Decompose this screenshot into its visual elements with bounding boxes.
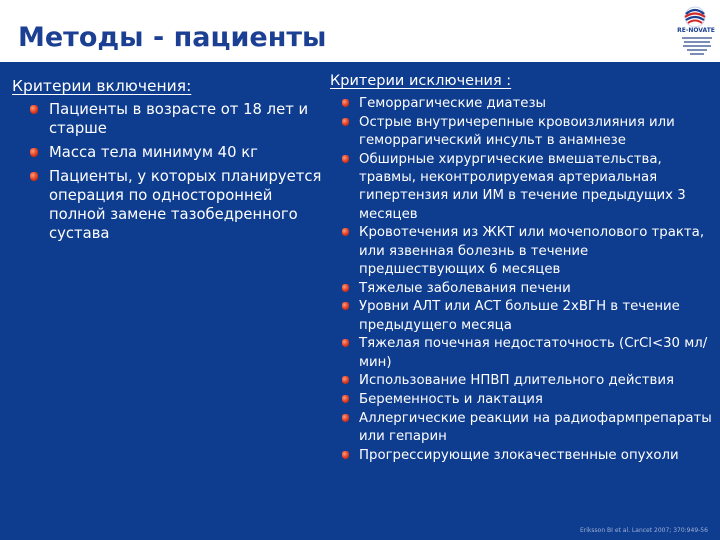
list-item-text: Прогрессирующие злокачественные опухоли <box>359 447 679 463</box>
exclusion-heading: Критерии исключения : <box>330 73 512 89</box>
inclusion-list <box>30 100 322 243</box>
inclusion-heading: Критерии включения: <box>12 77 192 95</box>
list-item-text: Аллергические реакции на радиофармпрепараты или гепарин <box>359 410 712 444</box>
list-item-text: Масса тела минимум 40 кг <box>49 144 258 161</box>
bullet-icon <box>342 99 349 107</box>
bullet-icon <box>342 302 349 310</box>
list-item <box>342 95 718 113</box>
list-item <box>342 224 718 279</box>
list-item <box>30 167 322 243</box>
bullet-icon <box>342 395 349 403</box>
list-item-text: Пациенты в возрасте от 18 лет и старше <box>49 101 309 137</box>
list-item <box>342 280 718 298</box>
bullet-icon <box>342 339 349 347</box>
bullet-icon <box>342 414 349 422</box>
bullet-icon <box>342 451 349 459</box>
bullet-icon <box>30 105 38 114</box>
bullet-icon <box>342 155 349 163</box>
list-item <box>342 335 718 372</box>
bullet-icon <box>342 228 349 236</box>
footer-citation: Eriksson BI et al. Lancet 2007; 370:949-56 <box>580 527 708 534</box>
bullet-icon <box>342 376 349 384</box>
list-item-text: Пациенты, у которых планируется операция по односторонней полной замене тазобедренного сустава <box>49 168 322 242</box>
list-item-text: Острые внутричерепные кровоизлияния или геморрагический инсульт в анамнезе <box>359 114 675 148</box>
list-item <box>342 298 718 335</box>
bullet-icon <box>342 284 349 292</box>
list-item-text: Обширные хирургические вмешательства, травмы, неконтролируемая артериальная гипертензия или ИМ в течение предыдущих 3 месяцев <box>359 151 686 222</box>
list-item <box>342 410 718 447</box>
logo-wordmark: RE-NOVATE <box>677 27 715 34</box>
list-item <box>342 151 718 225</box>
list-item <box>342 447 718 465</box>
list-item-text: Уровни АЛТ или АСТ больше 2хВГН в течение предыдущего месяца <box>359 299 680 333</box>
bullet-icon <box>30 172 38 181</box>
list-item-text: Кровотечения из ЖКТ или мочеполового тракта, или язвенная болезнь в течение предшествующих 6 месяцев <box>359 225 705 278</box>
bullet-icon <box>30 148 38 157</box>
list-item-text: Беременность и лактация <box>359 392 543 407</box>
list-item-text: Геморрагические диатезы <box>359 96 547 111</box>
list-item <box>342 372 718 390</box>
slide-header <box>0 0 720 62</box>
slide-title: Методы - пациенты <box>18 22 327 53</box>
bullet-icon <box>342 118 349 126</box>
list-item <box>30 100 322 138</box>
inclusion-criteria <box>12 76 322 248</box>
logo-subtext-lines <box>680 35 714 57</box>
list-item-text: Тяжелая почечная недостаточность (CrCl<30 мл/мин) <box>359 336 708 370</box>
exclusion-criteria <box>330 72 718 465</box>
list-item <box>342 114 718 151</box>
list-item <box>342 391 718 409</box>
list-item <box>30 143 322 162</box>
list-item-text: Тяжелые заболевания печени <box>359 280 571 296</box>
list-item-text: Использование НПВП длительного действия <box>359 373 675 389</box>
exclusion-list <box>342 95 718 465</box>
